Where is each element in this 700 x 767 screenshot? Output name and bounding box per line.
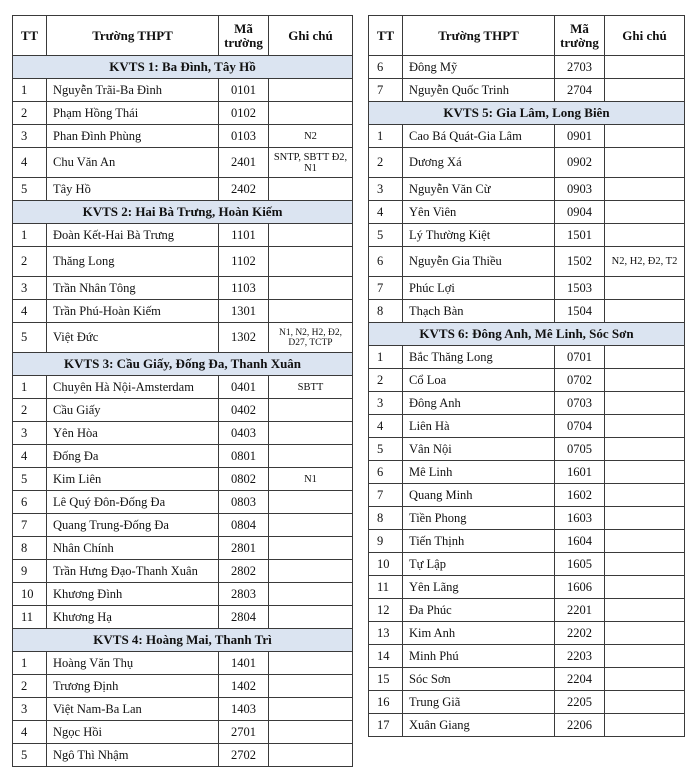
school-name: Đa Phúc (403, 599, 555, 622)
note-cell (269, 514, 353, 537)
school-code: 0102 (219, 102, 269, 125)
table-row (369, 224, 685, 247)
table-row (369, 599, 685, 622)
row-number: 7 (369, 484, 403, 507)
school-name: Khương Hạ (47, 606, 219, 629)
table-row (13, 744, 353, 767)
school-name: Phúc Lợi (403, 277, 555, 300)
note-cell (605, 148, 685, 178)
school-table-left (12, 15, 353, 767)
table-row (369, 415, 685, 438)
table-row (13, 583, 353, 606)
school-name: Lý Thường Kiệt (403, 224, 555, 247)
row-number: 4 (13, 148, 47, 178)
note-cell (269, 744, 353, 767)
school-code: 2205 (555, 691, 605, 714)
row-number: 4 (13, 721, 47, 744)
school-code: 0705 (555, 438, 605, 461)
table-row (13, 468, 353, 491)
school-name: Cao Bá Quát-Gia Lâm (403, 125, 555, 148)
school-name: Cầu Giấy (47, 399, 219, 422)
school-code: 1102 (219, 247, 269, 277)
school-code: 1401 (219, 652, 269, 675)
row-number: 4 (369, 415, 403, 438)
school-code: 1504 (555, 300, 605, 323)
row-number: 4 (369, 201, 403, 224)
school-code: 0704 (555, 415, 605, 438)
school-name: Quang Minh (403, 484, 555, 507)
school-code: 1103 (219, 277, 269, 300)
table-row (369, 247, 685, 277)
row-number: 17 (369, 714, 403, 737)
table-row (13, 224, 353, 247)
school-name: Nhân Chính (47, 537, 219, 560)
school-code: 2702 (219, 744, 269, 767)
school-code: 2703 (555, 56, 605, 79)
row-number: 5 (13, 323, 47, 353)
row-number: 1 (13, 376, 47, 399)
group-header-label: KVTS 6: Đông Anh, Mê Linh, Sóc Sơn (369, 323, 685, 346)
row-number: 2 (369, 369, 403, 392)
group-header-label: KVTS 2: Hai Bà Trưng, Hoàn Kiếm (13, 201, 353, 224)
school-name: Tiền Phong (403, 507, 555, 530)
group-header-label: KVTS 3: Cầu Giấy, Đống Đa, Thanh Xuân (13, 353, 353, 376)
school-name: Tự Lập (403, 553, 555, 576)
school-name: Dương Xá (403, 148, 555, 178)
school-code: 1101 (219, 224, 269, 247)
school-code: 0403 (219, 422, 269, 445)
note-cell (269, 721, 353, 744)
school-code: 1605 (555, 553, 605, 576)
school-code: 2802 (219, 560, 269, 583)
row-number: 4 (13, 445, 47, 468)
table-row (369, 346, 685, 369)
note-cell: SNTP, SBTT Đ2, N1 (269, 148, 353, 178)
school-code: 1301 (219, 300, 269, 323)
school-code: 2206 (555, 714, 605, 737)
table-row (13, 399, 353, 422)
row-number: 7 (13, 514, 47, 537)
school-name: Ngọc Hồi (47, 721, 219, 744)
school-name: Minh Phú (403, 645, 555, 668)
table-row (369, 668, 685, 691)
row-number: 8 (369, 507, 403, 530)
note-cell: N1 (269, 468, 353, 491)
school-name: Lê Quý Đôn-Đống Đa (47, 491, 219, 514)
row-number: 6 (369, 56, 403, 79)
school-name: Chuyên Hà Nội-Amsterdam (47, 376, 219, 399)
row-number: 7 (369, 79, 403, 102)
school-code: 1501 (555, 224, 605, 247)
note-cell (269, 606, 353, 629)
note-cell (269, 445, 353, 468)
school-name: Thạch Bàn (403, 300, 555, 323)
table-row (369, 576, 685, 599)
table-row (369, 392, 685, 415)
school-code: 1302 (219, 323, 269, 353)
table-row (13, 148, 353, 178)
table-row (13, 514, 353, 537)
header-school: Trường THPT (47, 16, 219, 56)
table-row (13, 178, 353, 201)
school-name: Trần Hưng Đạo-Thanh Xuân (47, 560, 219, 583)
header-note: Ghi chú (269, 16, 353, 56)
row-number: 5 (13, 468, 47, 491)
table-row (369, 201, 685, 224)
note-cell (269, 247, 353, 277)
table-row (369, 148, 685, 178)
table-row (369, 300, 685, 323)
school-name: Mê Linh (403, 461, 555, 484)
school-code: 1502 (555, 247, 605, 277)
school-code: 1601 (555, 461, 605, 484)
row-number: 11 (13, 606, 47, 629)
note-cell (605, 392, 685, 415)
school-name: Chu Văn An (47, 148, 219, 178)
note-cell (269, 300, 353, 323)
school-code: 2704 (555, 79, 605, 102)
school-code: 0803 (219, 491, 269, 514)
note-cell (605, 56, 685, 79)
row-number: 2 (13, 102, 47, 125)
table-row (13, 300, 353, 323)
school-name: Bắc Thăng Long (403, 346, 555, 369)
table-row (369, 178, 685, 201)
table-row (13, 675, 353, 698)
table-body-left (13, 56, 353, 767)
school-code: 0702 (555, 369, 605, 392)
table-row (13, 376, 353, 399)
school-code: 0801 (219, 445, 269, 468)
group-header-row (13, 201, 353, 224)
group-header-row (369, 323, 685, 346)
row-number: 3 (13, 422, 47, 445)
row-number: 3 (13, 698, 47, 721)
note-cell (605, 714, 685, 737)
note-cell (605, 201, 685, 224)
school-name: Việt Đức (47, 323, 219, 353)
school-code: 2204 (555, 668, 605, 691)
table-row (369, 438, 685, 461)
row-number: 8 (369, 300, 403, 323)
row-number: 1 (13, 224, 47, 247)
table-row (369, 553, 685, 576)
header-tt: TT (369, 16, 403, 56)
school-name: Trung Giã (403, 691, 555, 714)
note-cell (269, 560, 353, 583)
row-number: 2 (13, 247, 47, 277)
row-number: 10 (13, 583, 47, 606)
school-code: 0402 (219, 399, 269, 422)
header-code (555, 16, 605, 56)
note-cell (269, 698, 353, 721)
school-name: Đoàn Kết-Hai Bà Trưng (47, 224, 219, 247)
row-number: 14 (369, 645, 403, 668)
school-code: 0804 (219, 514, 269, 537)
table-row (13, 445, 353, 468)
table-row (13, 537, 353, 560)
school-code: 1403 (219, 698, 269, 721)
row-number: 5 (13, 178, 47, 201)
table-row (13, 247, 353, 277)
note-cell (269, 224, 353, 247)
school-name: Tây Hồ (47, 178, 219, 201)
note-cell (269, 537, 353, 560)
school-code: 2701 (219, 721, 269, 744)
school-code: 0701 (555, 346, 605, 369)
school-name: Hoàng Văn Thụ (47, 652, 219, 675)
note-cell (605, 553, 685, 576)
school-code: 0103 (219, 125, 269, 148)
school-name: Xuân Giang (403, 714, 555, 737)
table-row (13, 652, 353, 675)
note-cell (605, 622, 685, 645)
table-row (369, 461, 685, 484)
row-number: 9 (369, 530, 403, 553)
row-number: 1 (369, 346, 403, 369)
school-name: Liên Hà (403, 415, 555, 438)
note-cell (605, 438, 685, 461)
table-row (13, 102, 353, 125)
school-name: Ngô Thì Nhậm (47, 744, 219, 767)
table-row (13, 721, 353, 744)
school-code: 0904 (555, 201, 605, 224)
row-number: 9 (13, 560, 47, 583)
row-number: 7 (369, 277, 403, 300)
row-number: 6 (369, 461, 403, 484)
note-cell (605, 576, 685, 599)
note-cell: N1, N2, H2, Đ2, D27, TCTP (269, 323, 353, 353)
note-cell (605, 79, 685, 102)
school-name: Việt Nam-Ba Lan (47, 698, 219, 721)
group-header-row (13, 629, 353, 652)
school-code: 0902 (555, 148, 605, 178)
table-row (13, 79, 353, 102)
note-cell (605, 369, 685, 392)
school-name: Sóc Sơn (403, 668, 555, 691)
note-cell (269, 652, 353, 675)
row-number: 6 (13, 491, 47, 514)
school-name: Trương Định (47, 675, 219, 698)
note-cell (605, 484, 685, 507)
school-name: Trần Phú-Hoàn Kiếm (47, 300, 219, 323)
table-row (369, 507, 685, 530)
school-name: Yên Lãng (403, 576, 555, 599)
school-name: Yên Hòa (47, 422, 219, 445)
school-code: 0401 (219, 376, 269, 399)
school-name: Kim Liên (47, 468, 219, 491)
row-number: 15 (369, 668, 403, 691)
school-code: 1402 (219, 675, 269, 698)
row-number: 4 (13, 300, 47, 323)
school-code: 0802 (219, 468, 269, 491)
header-code (219, 16, 269, 56)
header-school: Trường THPT (403, 16, 555, 56)
note-cell (605, 178, 685, 201)
row-number: 1 (369, 125, 403, 148)
school-table-right (368, 15, 685, 737)
school-code: 2402 (219, 178, 269, 201)
school-code: 2801 (219, 537, 269, 560)
table-row (13, 698, 353, 721)
row-number: 3 (369, 392, 403, 415)
note-cell (605, 224, 685, 247)
row-number: 8 (13, 537, 47, 560)
school-name: Yên Viên (403, 201, 555, 224)
school-code: 2803 (219, 583, 269, 606)
school-code: 0901 (555, 125, 605, 148)
row-number: 5 (369, 438, 403, 461)
note-cell (269, 675, 353, 698)
note-cell (605, 599, 685, 622)
note-cell (269, 399, 353, 422)
school-name: Quang Trung-Đống Đa (47, 514, 219, 537)
school-name: Trần Nhân Tông (47, 277, 219, 300)
school-code: 1606 (555, 576, 605, 599)
table-row (369, 484, 685, 507)
header-code-line2: trường (560, 34, 599, 50)
school-name: Tiến Thịnh (403, 530, 555, 553)
table-body-right (369, 56, 685, 737)
group-header-row (369, 102, 685, 125)
note-cell (605, 668, 685, 691)
school-name: Khương Đình (47, 583, 219, 606)
school-name: Vân Nội (403, 438, 555, 461)
note-cell: SBTT (269, 376, 353, 399)
group-header-row (13, 56, 353, 79)
school-code: 1603 (555, 507, 605, 530)
row-number: 2 (369, 148, 403, 178)
table-row (369, 714, 685, 737)
note-cell (269, 178, 353, 201)
group-header-label: KVTS 4: Hoàng Mai, Thanh Trì (13, 629, 353, 652)
school-name: Nguyễn Văn Cừ (403, 178, 555, 201)
table-row (369, 56, 685, 79)
school-code: 2201 (555, 599, 605, 622)
row-number: 5 (13, 744, 47, 767)
school-code: 1602 (555, 484, 605, 507)
table-row (369, 645, 685, 668)
note-cell (605, 530, 685, 553)
table-row (369, 369, 685, 392)
school-name: Thăng Long (47, 247, 219, 277)
note-cell (605, 645, 685, 668)
school-code: 1503 (555, 277, 605, 300)
header-code-line2: trường (224, 34, 263, 50)
row-number: 12 (369, 599, 403, 622)
row-number: 13 (369, 622, 403, 645)
note-cell (605, 461, 685, 484)
header-code-line1: Mã (570, 20, 589, 36)
school-name: Đông Anh (403, 392, 555, 415)
note-cell (269, 79, 353, 102)
table-row (369, 79, 685, 102)
school-code: 0703 (555, 392, 605, 415)
row-number: 11 (369, 576, 403, 599)
row-number: 1 (13, 652, 47, 675)
row-number: 6 (369, 247, 403, 277)
row-number: 16 (369, 691, 403, 714)
table-row (13, 560, 353, 583)
row-number: 3 (369, 178, 403, 201)
school-code: 2804 (219, 606, 269, 629)
school-name: Đông Mỹ (403, 56, 555, 79)
row-number: 3 (13, 277, 47, 300)
school-name: Nguyễn Trãi-Ba Đình (47, 79, 219, 102)
school-name: Kim Anh (403, 622, 555, 645)
school-name: Cổ Loa (403, 369, 555, 392)
table-row (13, 422, 353, 445)
table-row (13, 277, 353, 300)
school-name: Nguyễn Gia Thiều (403, 247, 555, 277)
note-cell (605, 346, 685, 369)
school-code: 2203 (555, 645, 605, 668)
row-number: 3 (13, 125, 47, 148)
school-name: Nguyễn Quốc Trinh (403, 79, 555, 102)
school-code: 0101 (219, 79, 269, 102)
group-header-row (13, 353, 353, 376)
school-name: Phạm Hồng Thái (47, 102, 219, 125)
note-cell (605, 125, 685, 148)
row-number: 10 (369, 553, 403, 576)
school-name: Phan Đình Phùng (47, 125, 219, 148)
table-row (369, 622, 685, 645)
table-row (369, 125, 685, 148)
note-cell: N2 (269, 125, 353, 148)
table-row (13, 606, 353, 629)
table-row (13, 125, 353, 148)
group-header-label: KVTS 5: Gia Lâm, Long Biên (369, 102, 685, 125)
note-cell (269, 491, 353, 514)
row-number: 1 (13, 79, 47, 102)
table-row (13, 323, 353, 353)
note-cell (605, 300, 685, 323)
row-number: 2 (13, 675, 47, 698)
school-name: Đống Đa (47, 445, 219, 468)
note-cell (605, 415, 685, 438)
note-cell (269, 277, 353, 300)
table-row (369, 530, 685, 553)
header-code-line1: Mã (234, 20, 253, 36)
school-code: 2401 (219, 148, 269, 178)
group-header-label: KVTS 1: Ba Đình, Tây Hồ (13, 56, 353, 79)
note-cell (605, 507, 685, 530)
note-cell (269, 422, 353, 445)
table-row (369, 277, 685, 300)
note-cell (269, 583, 353, 606)
header-tt: TT (13, 16, 47, 56)
note-cell (269, 102, 353, 125)
school-code: 1604 (555, 530, 605, 553)
school-code: 0903 (555, 178, 605, 201)
row-number: 2 (13, 399, 47, 422)
school-code: 2202 (555, 622, 605, 645)
note-cell: N2, H2, Đ2, T2 (605, 247, 685, 277)
note-cell (605, 691, 685, 714)
note-cell (605, 277, 685, 300)
table-row (369, 691, 685, 714)
table-row (13, 491, 353, 514)
row-number: 5 (369, 224, 403, 247)
header-note: Ghi chú (605, 16, 685, 56)
